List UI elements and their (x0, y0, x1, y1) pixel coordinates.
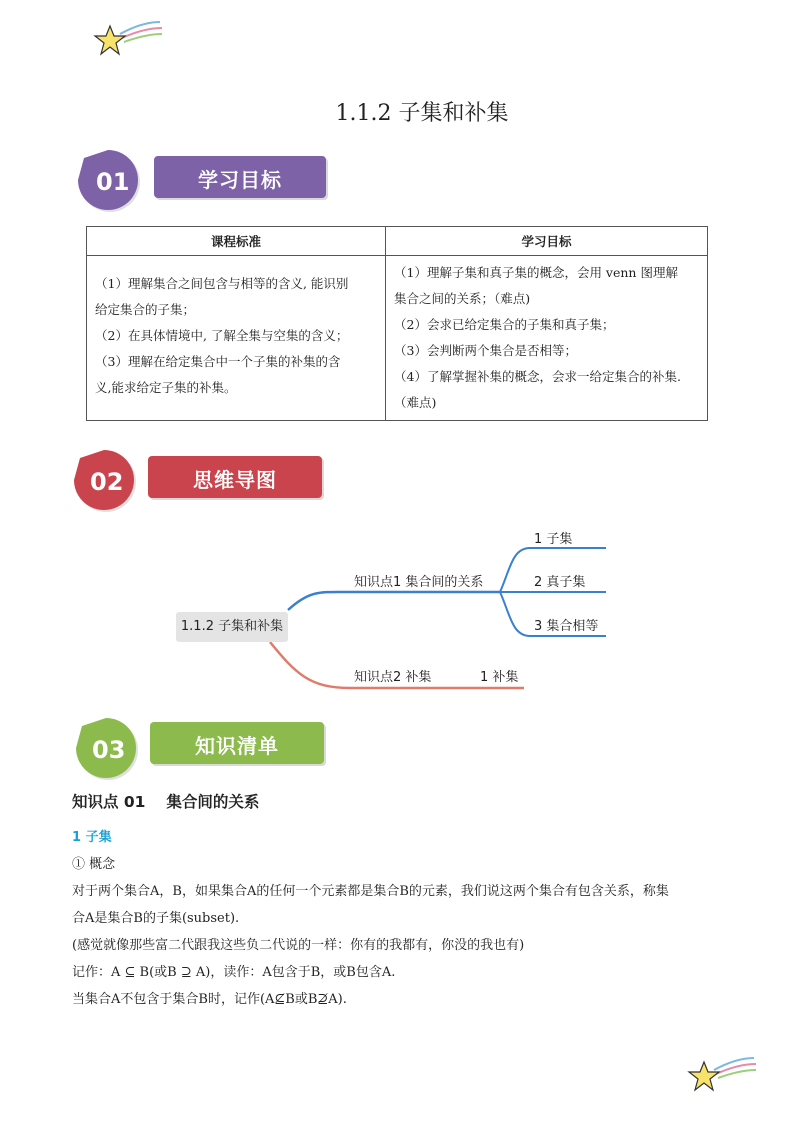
cell-line: 给定集合的子集； (95, 302, 196, 317)
cell-line: （3）理解在给定集合中一个子集的补集的含 (95, 354, 341, 369)
mindmap-leaf: 1 子集 (534, 532, 573, 547)
section-number: 03 (92, 736, 126, 764)
section-banner-03 (74, 714, 334, 780)
mindmap-leaf: 1 补集 (480, 670, 519, 685)
section-label: 思维导图 (193, 468, 277, 492)
section-banner-01 (76, 148, 336, 214)
mindmap-center-node: 1.1.2 子集和补集 (176, 612, 288, 642)
section-label: 知识清单 (195, 734, 279, 758)
body-line: 记作：A ⊆ B(或B ⊇ A)，读作：A包含于B，或B包含A. (72, 965, 396, 980)
table-cell-standards (87, 256, 386, 421)
cell-line: （2）会求已给定集合的子集和真子集； (394, 317, 615, 332)
cell-line: 义,能求给定子集的补集。 (95, 380, 237, 395)
cell-line: （2）在具体情境中, 了解全集与空集的含义； (95, 328, 349, 343)
cell-line: （4）了解掌握补集的概念，会求一给定集合的补集. (394, 369, 681, 384)
section-number: 02 (90, 468, 124, 496)
cell-line: （难点) (394, 395, 437, 410)
table-cell-goals (386, 256, 708, 421)
knowledge-subheading: 1 子集 (72, 830, 112, 845)
section-banner-02 (72, 446, 332, 512)
body-line: 当集合A不包含于集合B时，记作(A⊈B或B⊉A). (72, 992, 347, 1007)
mindmap-branch-1: 知识点1 集合间的关系 (354, 575, 484, 590)
body-line: ① 概念 (72, 857, 116, 872)
body-line: (感觉就像那些富二代跟我这些负二代说的一样：你有的我都有，你没的我也有) (72, 938, 525, 953)
shooting-star-icon (686, 1054, 758, 1094)
cell-line: （3）会判断两个集合是否相等； (394, 343, 577, 358)
table-header: 学习目标 (386, 227, 708, 256)
cell-line: （1）理解集合之间包含与相等的含义, 能识别 (95, 276, 349, 291)
body-line: 合A是集合B的子集(subset). (72, 911, 240, 926)
mindmap-leaf: 2 真子集 (534, 575, 586, 590)
mindmap-leaf: 3 集合相等 (534, 619, 599, 634)
shooting-star-icon (92, 18, 164, 58)
section-label: 学习目标 (198, 168, 282, 192)
cell-line: 集合之间的关系；（难点) (394, 291, 531, 306)
cell-line: （1）理解子集和真子集的概念，会用 venn 图理解 (394, 265, 678, 280)
body-line: 对于两个集合A，B，如果集合A的任何一个元素都是集合B的元素，我们说这两个集合有包含关系，称集 (72, 884, 669, 899)
table-header: 课程标准 (87, 227, 386, 256)
mindmap-branch-2: 知识点2 补集 (354, 670, 432, 685)
section-number: 01 (96, 168, 130, 196)
knowledge-point-heading: 知识点 01 集合间的关系 (72, 793, 260, 811)
page-title: 1.1.2 子集和补集 (335, 101, 509, 126)
goals-table (86, 226, 708, 421)
